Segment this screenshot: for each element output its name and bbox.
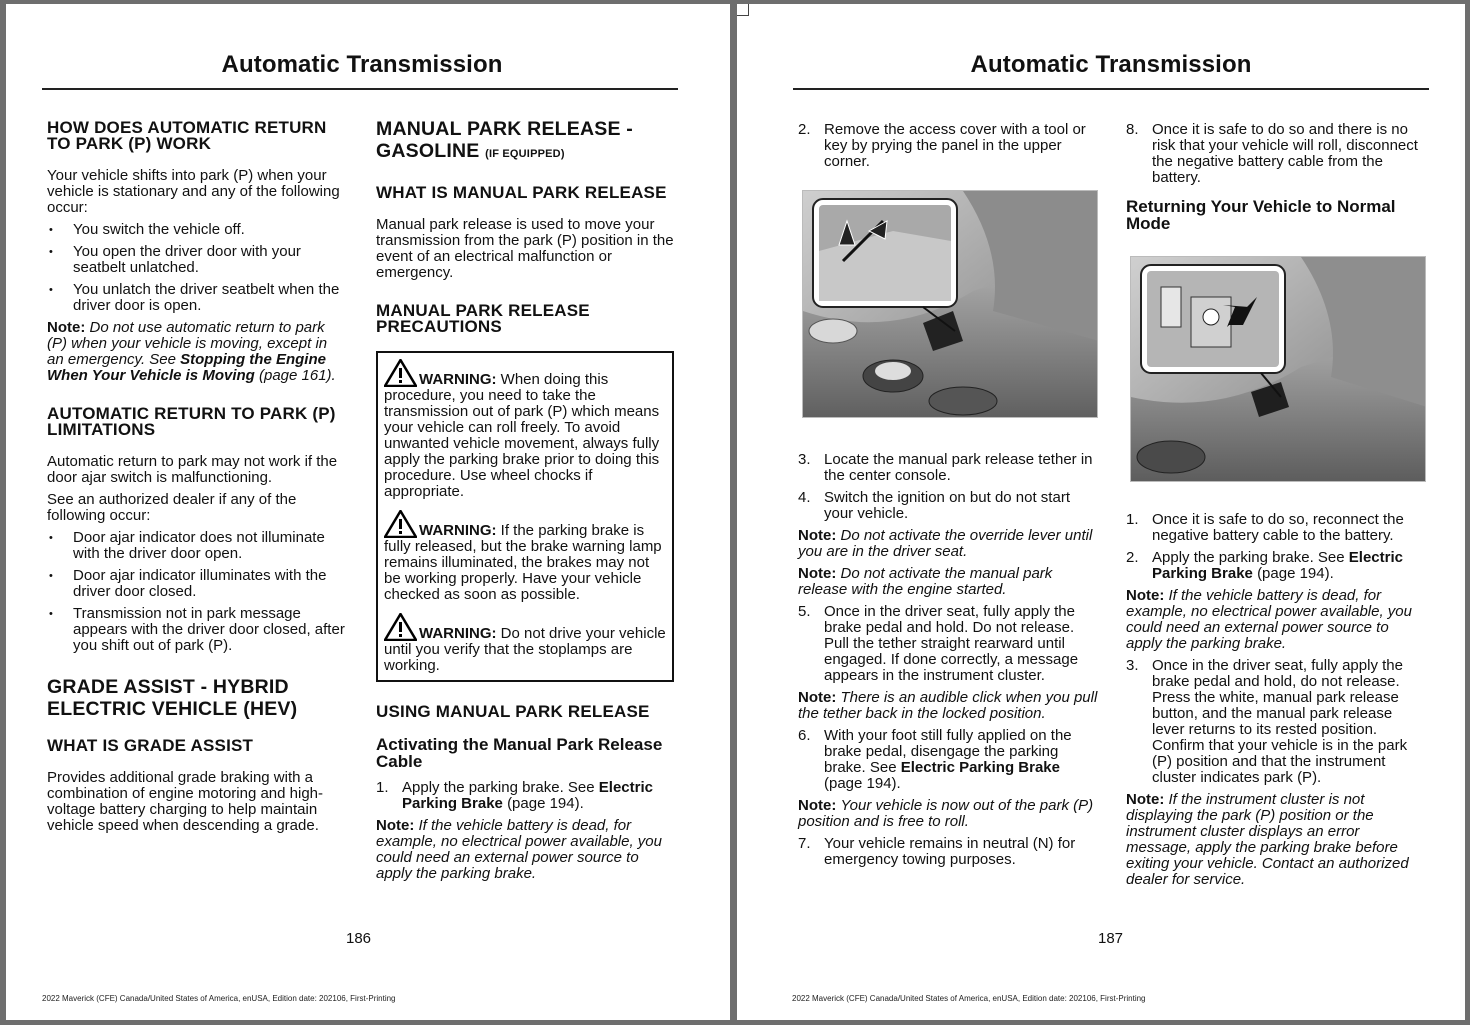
subsection-heading: Activating the Manual Park Release Cable <box>376 735 663 771</box>
step-text: Your vehicle remains in neutral (N) for emergency towing purposes. <box>824 835 1076 868</box>
page-corner-mark <box>737 4 749 16</box>
page-reference: (page 194). <box>507 795 584 812</box>
note <box>798 528 1098 560</box>
section-heading: USING MANUAL PARK RELEASE <box>376 702 650 721</box>
warning-label: WARNING: <box>419 625 497 642</box>
step-text: With your foot still fully applied on the brake pedal, disengage the parking brake. See <box>824 727 1072 776</box>
note <box>798 798 1098 830</box>
page-footer: 2022 Maverick (CFE) Canada/United States of America, enUSA, Edition date: 202106, First-Printing <box>42 994 396 1003</box>
note <box>47 320 347 384</box>
numbered-step <box>798 728 1098 792</box>
step-text: Switch the ignition on but do not start your vehicle. <box>824 489 1070 522</box>
numbered-step <box>1126 122 1426 186</box>
warning-triangle-icon <box>384 613 417 641</box>
step-number: 5. <box>798 603 811 620</box>
step-text: Remove the access cover with a tool or key by prying the panel in the upper corner. <box>824 121 1086 170</box>
bullet-list <box>47 222 347 314</box>
note-text: If the instrument cluster is not displaying the park (P) position or the instrument cluster displays an error message, apply the parking brake before exiting your vehicle. Contact an authorized dealer for service. <box>1126 791 1409 888</box>
step-number: 2. <box>798 121 811 138</box>
list-item: • You unlatch the driver seatbelt when the driver door is open. <box>47 282 347 314</box>
warning-triangle-icon <box>384 359 417 387</box>
cross-reference-link[interactable]: Stopping the Engine When Your Vehicle is Moving <box>47 351 326 384</box>
bullet-list <box>47 530 347 654</box>
paragraph: Manual park release is used to move your transmission from the park (P) position in the event of an electrical malfunction or emergency. <box>376 216 674 281</box>
note-text: Do not activate the manual park release with the engine started. <box>798 565 1053 598</box>
note <box>798 690 1098 722</box>
step-number: 2. <box>1126 549 1139 566</box>
step-text: Once in the driver seat, fully apply the brake pedal and hold. Do not release. Pull the tether straight rearward until engaged. If done correctly, a message appears in the instrument cluster. <box>824 603 1079 684</box>
note-text: There is an audible click when you pull the tether back in the locked position. <box>798 689 1098 722</box>
warning-label: WARNING: <box>419 371 497 388</box>
note-label: Note: <box>1126 791 1165 808</box>
paragraph: Automatic return to park may not work if the door ajar switch is malfunctioning. <box>47 453 338 486</box>
note-label: Note: <box>47 319 86 336</box>
note-text: If the vehicle battery is dead, for example, no electrical power available, you could need an external power source to apply the parking brake. <box>376 817 662 882</box>
page-reference: (page 194). <box>824 775 901 792</box>
cross-reference-link[interactable]: Electric Parking Brake <box>402 779 653 812</box>
page-reference: (page 194). <box>1257 565 1334 582</box>
cross-reference-link[interactable]: Electric Parking Brake <box>900 759 1060 776</box>
page-number: 187 <box>1098 930 1124 947</box>
step-text: Apply the parking brake. See <box>402 779 595 796</box>
left-column-1 <box>47 118 347 840</box>
console-illustration <box>803 191 1098 418</box>
warning <box>384 613 666 674</box>
page-title: Automatic Transmission <box>970 51 1252 78</box>
note-text: Do not activate the override lever until you are in the driver seat. <box>798 527 1093 560</box>
step-number: 8. <box>1126 121 1139 138</box>
major-heading-text: MANUAL PARK RELEASE - GASOLINE <box>376 118 633 162</box>
numbered-step <box>1126 658 1426 786</box>
warning <box>384 510 666 603</box>
numbered-step <box>798 490 1098 522</box>
paragraph: Provides additional grade braking with a combination of engine motoring and high-voltage battery charging to help maintain vehicle speed when descending a grade. <box>47 769 324 834</box>
note <box>1126 588 1426 652</box>
left-column-2 <box>376 118 674 888</box>
warning-text: Do not drive your vehicle until you verify that the stoplamps are working. <box>384 625 666 674</box>
step-text: Apply the parking brake. See <box>1152 549 1345 566</box>
page-title: Automatic Transmission <box>221 51 503 78</box>
warning-text: If the parking brake is fully released, but the brake warning lamp remains illuminated, the brakes may not be working properly. Have your vehicle checked as soon as possible. <box>384 522 662 603</box>
page-number: 186 <box>346 930 372 947</box>
step-number: 4. <box>798 489 811 506</box>
numbered-step <box>1126 550 1426 582</box>
note <box>1126 792 1426 888</box>
numbered-step <box>376 780 674 812</box>
paragraph: Your vehicle shifts into park (P) when your vehicle is stationary and any of the following occur: <box>47 167 340 216</box>
release-button-illustration <box>1130 256 1426 482</box>
step-text: Locate the manual park release tether in the center console. <box>824 451 1093 484</box>
note-label: Note: <box>376 817 415 834</box>
numbered-step <box>1126 512 1426 544</box>
heading-suffix: (IF EQUIPPED) <box>485 148 565 160</box>
section-heading: WHAT IS MANUAL PARK RELEASE <box>376 183 667 202</box>
list-item: • Door ajar indicator does not illuminate with the driver door open. <box>47 530 347 562</box>
step-text: Once it is safe to do so, reconnect the negative battery cable to the battery. <box>1152 511 1404 544</box>
title-rule <box>793 88 1429 90</box>
note <box>376 818 674 882</box>
step-number: 3. <box>1126 657 1139 674</box>
section-heading: HOW DOES AUTOMATIC RETURN TO PARK (P) WORK <box>47 118 327 153</box>
right-page <box>737 4 1465 1020</box>
warning-text: When doing this procedure, you need to take the transmission out of park (P) which means your vehicle can roll freely. To avoid unwanted vehicle movement, always fully apply the parking brake prior to doing this procedure. Use wheel chocks if appropriate. <box>384 371 660 500</box>
section-heading: WHAT IS GRADE ASSIST <box>47 736 254 755</box>
step-number: 3. <box>798 451 811 468</box>
warning-box <box>376 351 674 682</box>
warning-label: WARNING: <box>419 522 497 539</box>
note-text: Do not use automatic return to park (P) when your vehicle is moving, except in an emergency. See <box>47 319 328 368</box>
title-rule <box>42 88 678 90</box>
list-item: • You open the driver door with your seatbelt unlatched. <box>47 244 347 276</box>
numbered-step <box>798 452 1098 484</box>
note-text: If the vehicle battery is dead, for example, no electrical power available, you could need an external power source to apply the parking brake. <box>1126 587 1412 652</box>
numbered-step <box>798 604 1098 684</box>
step-number: 1. <box>1126 511 1139 528</box>
section-heading: MANUAL PARK RELEASE PRECAUTIONS <box>376 301 590 336</box>
access-cover-illustration <box>802 190 1098 418</box>
page-reference: (page 161). <box>258 367 336 384</box>
cross-reference-link[interactable]: Electric Parking Brake <box>1152 549 1403 582</box>
right-column-2 <box>1126 122 1426 894</box>
major-heading: GRADE ASSIST - HYBRID ELECTRIC VEHICLE (HEV) <box>47 676 298 720</box>
step-text: Once in the driver seat, fully apply the brake pedal and hold, do not release. Press the white, manual park release button, and the manual park release lever returns to its rested position. Confirm that your vehicle is in the park (P) position and that the instrument cluster indicates park (P). <box>1152 657 1408 786</box>
right-column-1 <box>798 122 1098 874</box>
note-label: Note: <box>798 797 837 814</box>
list-item: • You switch the vehicle off. <box>47 222 347 238</box>
note-label: Note: <box>798 527 837 544</box>
list-item: • Transmission not in park message appears with the driver door closed, after you shift out of park (P). <box>47 606 347 654</box>
step-number: 6. <box>798 727 811 744</box>
numbered-step <box>798 836 1098 868</box>
warning <box>384 359 666 500</box>
step-number: 1. <box>376 779 389 796</box>
step-number: 7. <box>798 835 811 852</box>
section-heading: AUTOMATIC RETURN TO PARK (P) LIMITATIONS <box>47 404 336 439</box>
console-illustration <box>1131 257 1426 482</box>
note-text: Your vehicle is now out of the park (P) position and is free to roll. <box>798 797 1094 830</box>
left-page <box>6 4 730 1020</box>
major-heading <box>376 118 674 165</box>
subsection-heading: Returning Your Vehicle to Normal Mode <box>1126 197 1396 233</box>
note-label: Note: <box>798 565 837 582</box>
note-label: Note: <box>1126 587 1165 604</box>
note <box>798 566 1098 598</box>
warning-triangle-icon <box>384 510 417 538</box>
step-text: Once it is safe to do so and there is no risk that your vehicle will roll, disconnect the negative battery cable from the battery. <box>1152 121 1418 186</box>
note-label: Note: <box>798 689 837 706</box>
numbered-step <box>798 122 1098 170</box>
list-item: • Door ajar indicator illuminates with the driver door closed. <box>47 568 347 600</box>
page-footer: 2022 Maverick (CFE) Canada/United States of America, enUSA, Edition date: 202106, First-Printing <box>792 994 1146 1003</box>
paragraph: See an authorized dealer if any of the following occur: <box>47 491 297 524</box>
